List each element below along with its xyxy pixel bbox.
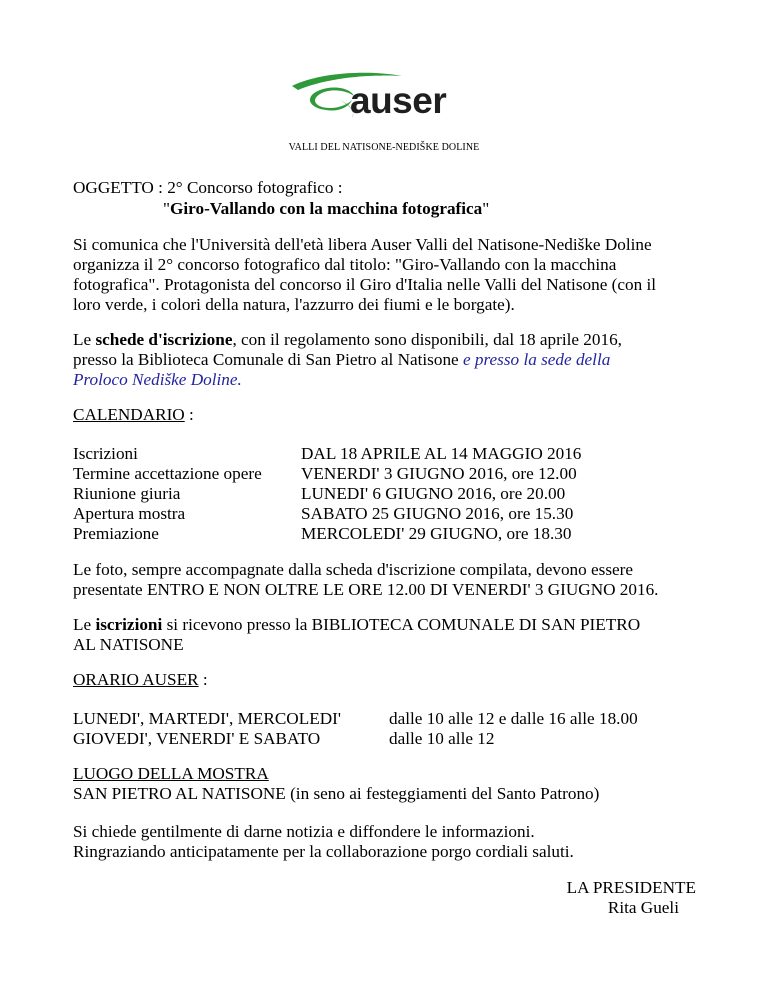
- orario-hours: dalle 10 alle 12 e dalle 16 alle 18.00: [389, 709, 638, 728]
- closing-line-1: Si chiede gentilmente di darne notizia e diffondere le informazioni.: [73, 822, 535, 841]
- luogo-heading: LUOGO DELLA MOSTRA: [73, 764, 269, 783]
- calendar-row: [73, 444, 582, 465]
- calendar-colon: :: [184, 405, 194, 424]
- calendar-label: Premiazione: [73, 524, 159, 543]
- subject-title-text: Giro-Vallando con la macchina fotografica: [170, 199, 483, 218]
- calendar-value: SABATO 25 GIUGNO 2016, ore 15.30: [301, 504, 574, 523]
- schede-prefix: Le: [73, 330, 96, 349]
- orario-heading: [73, 670, 208, 691]
- calendar-label: Iscrizioni: [73, 444, 138, 463]
- orario-hours: dalle 10 alle 12: [389, 729, 495, 748]
- calendar-row: [73, 504, 574, 525]
- proloco-link-part1[interactable]: e presso la sede della: [462, 350, 611, 369]
- calendar-value: MERCOLEDI' 29 GIUGNO, ore 18.30: [301, 524, 572, 543]
- quote-open: ": [163, 199, 171, 218]
- schede-bold: schede d'iscrizione: [95, 330, 233, 349]
- schede-rest: , con il regolamento sono disponibili, dal 18 aprile 2016,: [232, 330, 622, 349]
- intro-line-2: organizza il 2° concorso fotografico dal titolo: "Giro-Vallando con la macchina: [73, 255, 617, 274]
- iscrizioni-prefix: Le: [73, 615, 96, 634]
- closing-line-2: Ringraziando anticipatamente per la collaborazione porgo cordiali saluti.: [73, 842, 574, 861]
- subject-label: OGGETTO : 2° Concorso fotografico :: [73, 178, 343, 197]
- iscrizioni-line-1: [73, 615, 640, 636]
- calendar-row: [73, 484, 566, 505]
- auser-logo: [290, 66, 490, 124]
- calendar-label: Apertura mostra: [73, 504, 186, 523]
- calendar-value: VENERDI' 3 GIUGNO 2016, ore 12.00: [301, 464, 577, 483]
- photos-line-1: Le foto, sempre accompagnate dalla scheda d'iscrizione compilata, devono essere: [73, 560, 634, 579]
- logo-tagline: VALLI DEL NATISONE-NEDIŠKE DOLINE: [288, 142, 480, 153]
- calendar-heading: [73, 405, 194, 426]
- calendar-label: Termine accettazione opere: [73, 464, 262, 483]
- iscrizioni-bold: iscrizioni: [95, 615, 163, 634]
- luogo-text: SAN PIETRO AL NATISONE (in seno ai festeggiamenti del Santo Patrono): [73, 784, 600, 803]
- calendar-value: LUNEDI' 6 GIUGNO 2016, ore 20.00: [301, 484, 566, 503]
- iscrizioni-rest: si ricevono presso la BIBLIOTECA COMUNALE DI SAN PIETRO: [162, 615, 641, 634]
- orario-colon: :: [198, 670, 208, 689]
- calendar-label: Riunione giuria: [73, 484, 181, 503]
- intro-line-1: Si comunica che l'Università dell'età libera Auser Valli del Natisone-Nediške Doline: [73, 235, 652, 254]
- subject-title: [163, 199, 489, 220]
- signature-name: Rita Gueli: [607, 898, 679, 917]
- intro-line-3: fotografica". Protagonista del concorso il Giro d'Italia nelle Valli del Natisone (con il: [73, 275, 657, 294]
- orario-row: [73, 709, 638, 730]
- calendar-value: DAL 18 APRILE AL 14 MAGGIO 2016: [301, 444, 582, 463]
- signature-role: LA PRESIDENTE: [566, 878, 696, 897]
- schede-line2-text: presso la Biblioteca Comunale di San Pietro al Natisone: [73, 350, 463, 369]
- iscrizioni-line-2: AL NATISONE: [73, 635, 184, 654]
- proloco-link-part2[interactable]: Proloco Nediške Doline.: [73, 370, 242, 389]
- schede-line-1: [73, 330, 622, 351]
- schede-line-2: [73, 350, 610, 371]
- intro-line-4: loro verde, i colori della natura, l'azzurro dei fiumi e le borgate).: [73, 295, 515, 314]
- calendar-row: [73, 524, 572, 545]
- calendar-row: [73, 464, 577, 485]
- orario-days: GIOVEDI', VENERDI' E SABATO: [73, 729, 321, 748]
- orario-heading-text: ORARIO AUSER: [73, 670, 199, 689]
- photos-line-2: presentate ENTRO E NON OLTRE LE ORE 12.00 DI VENERDI' 3 GIUGNO 2016.: [73, 580, 659, 599]
- orario-days: LUNEDI', MARTEDI', MERCOLEDI': [73, 709, 341, 728]
- logo-wordmark: auser: [350, 80, 447, 121]
- quote-close: ": [482, 199, 490, 218]
- calendar-heading-text: CALENDARIO: [73, 405, 185, 424]
- orario-row: [73, 729, 495, 750]
